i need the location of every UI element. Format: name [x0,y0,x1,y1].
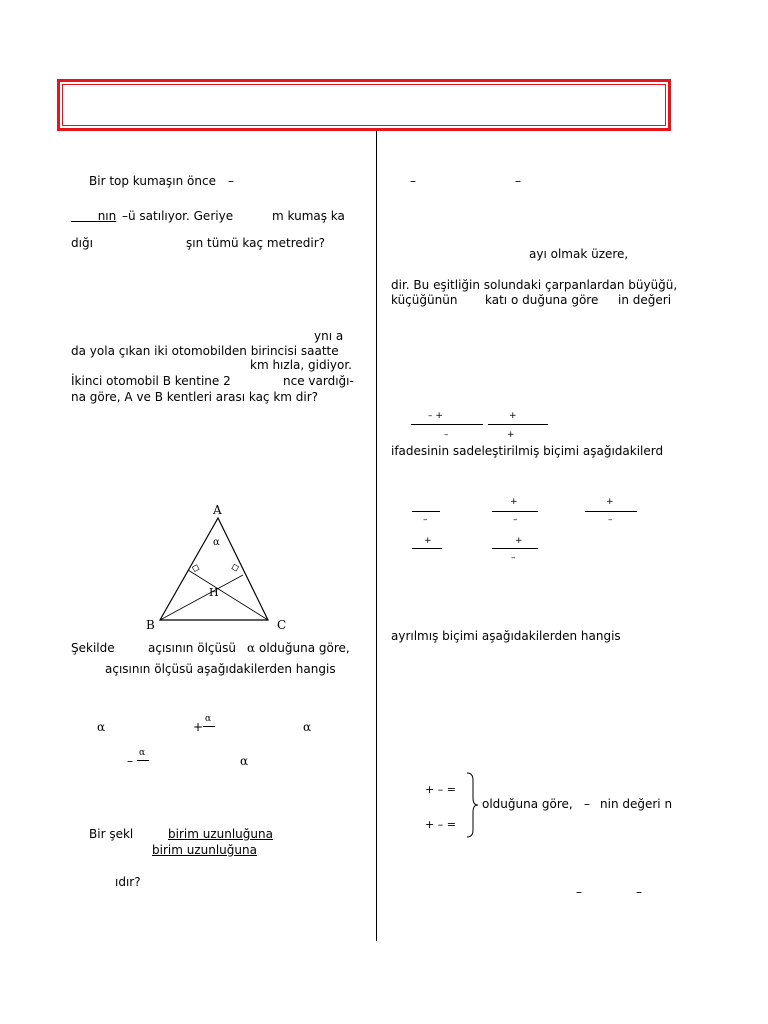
right-angle-mark-right [232,564,239,571]
rq2-line: ifadesinin sadeleştirilmiş biçimi aşağıdakilerd [391,444,664,458]
rq1-line3: dir. Bu eşitliğin solundaki çarpanlardan büyüğü, [391,278,678,292]
rq2-opt1-bar [412,511,440,512]
rq2-opt4-bar [412,548,442,549]
triangle-figure [140,500,300,635]
q2-line4-b: nce vardığı- [283,374,354,388]
q3-option-d-bar [137,760,149,761]
vertex-b-label: B [146,618,155,632]
q1-line1: Bir top kumaşın önce [89,174,216,188]
q3-option-d-numerator: α [139,748,146,758]
q4-line3: ıdır? [115,875,141,889]
rq4-equation-2: + – = [425,818,456,831]
rq2-opt5-bar [492,548,538,549]
rq2-denominator-1: – [444,430,449,440]
q2-line5: na göre, A ve B kentleri arası kaç km dir? [71,390,319,404]
title-box-inner-border [62,84,666,126]
rq2-opt2-bar [492,511,538,512]
rq2-opt2-den: – [513,515,518,525]
q3-option-b-plus: + [193,720,204,734]
right-angle-mark-left [192,565,199,572]
rq1-line4-c: in değeri [618,293,672,307]
q1-line3-a: dığı [71,236,93,250]
q1-line2-c: m kumaş ka [272,209,345,223]
rq4-right-brace [465,772,479,838]
q3-option-e: α [240,754,249,768]
rq2-opt4-num: + [424,536,432,546]
rq2-opt2-num: + [510,497,518,507]
q2-line4-a: İkinci otomobil B kentine 2 [71,374,231,388]
rq4-line-dash: – [584,797,590,811]
q3-option-a: α [97,720,106,734]
rq4-answer-dash-2: – [636,885,642,899]
rq1-dash-2: – [515,174,521,188]
rq2-opt3-den: – [608,515,613,525]
q3-option-b-bar [203,726,215,727]
q1-line2-underlined [71,209,116,223]
rq1-dash-1: – [410,174,416,188]
vertex-a-label: A [213,503,222,517]
rq2-opt5-num: + [515,536,523,546]
rq2-fraction-bar-2 [488,424,548,425]
vertex-c-label: C [277,618,287,632]
rq2-opt1-den: – [423,515,428,525]
rq2-opt3-bar [585,511,637,512]
q2-line1: ynı a [314,329,344,343]
q3-line1-a: Şekilde [71,641,115,655]
q3-option-d-minus: – [127,754,133,768]
q4-line1-b: birim uzunluğuna [168,827,273,841]
rq2-fraction-bar-1 [411,424,483,425]
angle-alpha-label: α [213,537,220,548]
q3-option-b-numerator: α [205,714,212,724]
rq4-line-b: nin değeri n [600,797,673,811]
rq4-answer-dash-1: – [576,885,582,899]
rq3-line: ayrılmış biçimi aşağıdakilerden hangis [391,629,621,643]
rq1-line4-a: küçüğünün [391,293,458,307]
rq2-denominator-2: + [507,430,515,440]
rq2-numerator-2: + [509,411,517,421]
q3-line2: açısının ölçüsü aşağıdakilerden hangis [105,662,336,676]
q1-line2-b: –ü satılıyor. Geriye [122,209,234,223]
orthocenter-h-label: H [209,586,219,599]
triangle-abc [160,518,268,620]
q2-line3: km hızla, gidiyor. [250,358,352,372]
q4-line1-a: Bir şekl [89,827,134,841]
column-divider [376,131,377,941]
q2-line2: da yola çıkan iki otomobilden birincisi saatte [71,344,339,358]
q3-option-c: α [303,720,312,734]
q1-line2-a: nın [97,209,117,223]
q1-fraction-bar: – [228,174,234,188]
rq4-line-a: olduğuna göre, [482,797,573,811]
q3-line1-alpha: α [247,641,256,655]
rq1-line2: ayı olmak üzere, [529,247,629,261]
rq1-line4-b: katı o duğuna göre [485,293,599,307]
rq4-equation-1: + – = [425,783,456,796]
q1-line3-b: şın tümü kaç metredir? [186,236,326,250]
rq2-numerator-1: – + [428,411,443,421]
q3-line1-c: olduğuna göre, [259,641,350,655]
rq2-opt5-den: – [511,553,516,563]
q3-line1-b: açısının ölçüsü [148,641,236,655]
title-box [57,79,671,131]
q4-line2: birim uzunluğuna [152,843,257,857]
rq2-opt3-num: + [606,497,614,507]
